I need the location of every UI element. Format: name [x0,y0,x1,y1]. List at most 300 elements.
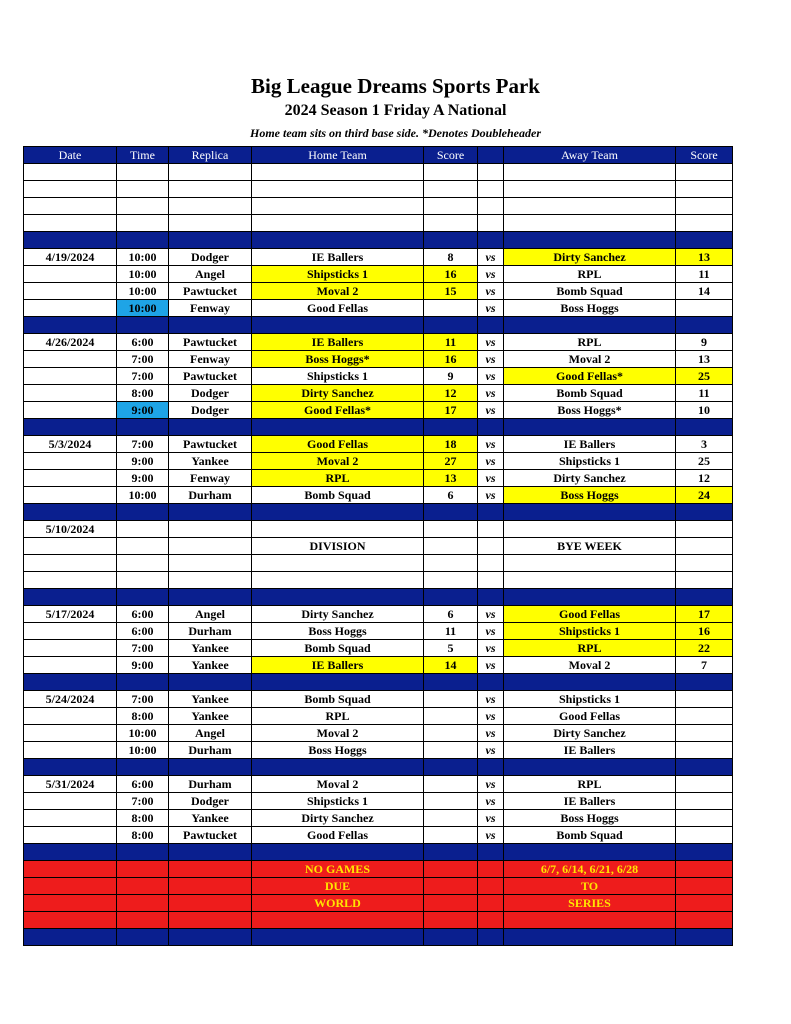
week-separator-row [24,844,733,861]
away-score-cell [676,725,733,742]
time-cell [117,538,169,555]
game-row [24,810,733,827]
separator-cell [169,504,252,521]
replica-cell: Fenway [169,470,252,487]
separator-cell [478,317,504,334]
schedule-body [24,164,733,946]
column-header-away-score: Score [676,147,733,164]
vs-cell: vs [478,606,504,623]
empty-cell [24,198,117,215]
empty-cell [117,215,169,232]
home-score-cell [424,300,478,317]
time-cell: 9:00 [117,470,169,487]
away-team-cell: RPL [504,334,676,351]
column-header-date: Date [24,147,117,164]
column-header-replica: Replica [169,147,252,164]
separator-cell [24,929,117,946]
time-cell: 7:00 [117,351,169,368]
empty-cell [424,895,478,912]
home-score-cell: 5 [424,640,478,657]
home-team-cell: Moval 2 [252,453,424,470]
vs-cell: vs [478,385,504,402]
away-score-cell [676,742,733,759]
time-cell: 9:00 [117,402,169,419]
game-row [24,283,733,300]
home-team-cell: Boss Hoggs* [252,351,424,368]
home-team-cell: Boss Hoggs [252,742,424,759]
date-cell: 4/19/2024 [24,249,117,266]
separator-cell [252,317,424,334]
game-row [24,640,733,657]
empty-cell [24,895,117,912]
game-row [24,606,733,623]
game-row [24,521,733,538]
vs-cell: vs [478,249,504,266]
empty-cell [478,198,504,215]
replica-cell: Durham [169,623,252,640]
empty-cell [504,198,676,215]
away-score-cell [676,827,733,844]
date-cell [24,623,117,640]
empty-cell [478,895,504,912]
separator-cell [424,504,478,521]
home-score-cell [424,827,478,844]
home-score-cell: 9 [424,368,478,385]
blank-row [24,215,733,232]
empty-cell [504,555,676,572]
away-team-cell: Bomb Squad [504,385,676,402]
away-team-cell: Boss Hoggs* [504,402,676,419]
home-score-cell: 13 [424,470,478,487]
time-cell: 8:00 [117,385,169,402]
home-team-cell: Shipsticks 1 [252,793,424,810]
separator-cell [169,419,252,436]
date-cell [24,640,117,657]
game-row [24,487,733,504]
time-cell: 9:00 [117,453,169,470]
away-score-cell: 3 [676,436,733,453]
separator-cell [504,232,676,249]
away-score-cell [676,776,733,793]
replica-cell: Fenway [169,351,252,368]
empty-cell [676,164,733,181]
away-score-cell [676,538,733,555]
notice-home-cell: DUE [252,878,424,895]
away-score-cell: 7 [676,657,733,674]
replica-cell: Pawtucket [169,334,252,351]
away-score-cell: 11 [676,266,733,283]
vs-cell: vs [478,266,504,283]
separator-cell [676,844,733,861]
time-cell: 7:00 [117,436,169,453]
away-score-cell: 17 [676,606,733,623]
notice-away-cell [504,912,676,929]
empty-cell [24,164,117,181]
away-team-cell: Shipsticks 1 [504,691,676,708]
empty-cell [169,164,252,181]
empty-cell [676,912,733,929]
empty-cell [169,878,252,895]
empty-cell [676,895,733,912]
away-score-cell: 13 [676,351,733,368]
game-row [24,470,733,487]
empty-cell [676,215,733,232]
separator-cell [424,419,478,436]
replica-cell: Yankee [169,810,252,827]
home-team-cell: Good Fellas [252,300,424,317]
replica-cell: Dodger [169,385,252,402]
date-cell: 5/17/2024 [24,606,117,623]
replica-cell: Fenway [169,300,252,317]
time-cell: 6:00 [117,623,169,640]
away-score-cell [676,793,733,810]
game-row [24,249,733,266]
separator-cell [117,759,169,776]
date-cell [24,266,117,283]
away-team-cell: Good Fellas [504,606,676,623]
separator-cell [117,232,169,249]
empty-cell [504,215,676,232]
empty-cell [169,895,252,912]
home-team-cell: Boss Hoggs [252,623,424,640]
separator-cell [169,232,252,249]
separator-cell [252,844,424,861]
home-team-cell: Dirty Sanchez [252,606,424,623]
away-team-cell: Boss Hoggs [504,487,676,504]
separator-cell [504,317,676,334]
empty-cell [676,198,733,215]
time-cell: 10:00 [117,249,169,266]
separator-cell [424,844,478,861]
away-team-cell: Moval 2 [504,657,676,674]
vs-cell: vs [478,453,504,470]
empty-cell [424,215,478,232]
home-team-cell: Moval 2 [252,725,424,742]
separator-cell [478,232,504,249]
empty-cell [676,181,733,198]
separator-cell [504,844,676,861]
home-team-cell: Moval 2 [252,776,424,793]
home-score-cell [424,793,478,810]
page-title: Big League Dreams Sports Park [251,74,540,98]
vs-cell: vs [478,623,504,640]
vs-cell [478,538,504,555]
home-score-cell: 6 [424,606,478,623]
home-team-cell: Bomb Squad [252,640,424,657]
separator-cell [252,759,424,776]
empty-cell [478,181,504,198]
vs-cell: vs [478,436,504,453]
separator-cell [478,419,504,436]
game-row [24,300,733,317]
separator-cell [424,589,478,606]
home-score-cell [424,810,478,827]
separator-cell [117,317,169,334]
week-separator-row [24,504,733,521]
date-cell [24,300,117,317]
replica-cell: Durham [169,487,252,504]
time-cell: 6:00 [117,334,169,351]
empty-cell [252,198,424,215]
home-score-cell: 17 [424,402,478,419]
no-games-row [24,861,733,878]
empty-cell [169,555,252,572]
replica-cell: Yankee [169,708,252,725]
empty-cell [424,198,478,215]
separator-cell [24,674,117,691]
separator-cell [252,232,424,249]
separator-cell [169,317,252,334]
week-separator-row [24,674,733,691]
home-team-cell: Good Fellas [252,827,424,844]
no-games-row [24,912,733,929]
away-team-cell: RPL [504,776,676,793]
week-separator-row [24,589,733,606]
game-row [24,623,733,640]
separator-cell [252,929,424,946]
replica-cell: Pawtucket [169,827,252,844]
home-score-cell [424,521,478,538]
separator-cell [478,589,504,606]
date-cell [24,283,117,300]
empty-cell [504,164,676,181]
separator-cell [676,504,733,521]
empty-cell [478,215,504,232]
home-team-cell: DIVISION [252,538,424,555]
separator-cell [424,674,478,691]
empty-cell [117,164,169,181]
empty-cell [24,215,117,232]
empty-cell [252,181,424,198]
separator-cell [117,929,169,946]
vs-cell: vs [478,470,504,487]
replica-cell: Yankee [169,691,252,708]
notice-home-cell: WORLD [252,895,424,912]
separator-cell [676,232,733,249]
empty-cell [117,555,169,572]
away-score-cell [676,691,733,708]
column-header-home-score: Score [424,147,478,164]
time-cell: 8:00 [117,827,169,844]
date-cell: 5/24/2024 [24,691,117,708]
away-score-cell: 24 [676,487,733,504]
home-team-cell: RPL [252,470,424,487]
blank-row [24,181,733,198]
separator-cell [504,589,676,606]
separator-cell [424,929,478,946]
game-row [24,657,733,674]
empty-cell [504,181,676,198]
date-cell [24,793,117,810]
empty-cell [478,164,504,181]
empty-cell [424,572,478,589]
empty-cell [24,912,117,929]
time-cell: 10:00 [117,283,169,300]
replica-cell [169,538,252,555]
home-team-cell: Bomb Squad [252,691,424,708]
vs-cell: vs [478,776,504,793]
home-team-cell: Bomb Squad [252,487,424,504]
empty-cell [117,895,169,912]
away-score-cell: 9 [676,334,733,351]
empty-cell [424,861,478,878]
home-score-cell [424,742,478,759]
away-score-cell [676,300,733,317]
away-team-cell: IE Ballers [504,742,676,759]
empty-cell [478,861,504,878]
week-separator-row [24,317,733,334]
empty-cell [24,861,117,878]
separator-cell [117,504,169,521]
date-cell: 5/10/2024 [24,521,117,538]
vs-cell: vs [478,283,504,300]
replica-cell: Yankee [169,640,252,657]
home-team-cell: Shipsticks 1 [252,266,424,283]
empty-cell [169,912,252,929]
time-cell: 6:00 [117,776,169,793]
empty-cell [676,555,733,572]
vs-cell: vs [478,334,504,351]
time-cell: 7:00 [117,640,169,657]
empty-cell [478,912,504,929]
column-header-away-team: Away Team [504,147,676,164]
vs-cell: vs [478,793,504,810]
date-cell: 5/3/2024 [24,436,117,453]
date-cell [24,453,117,470]
home-team-cell: Good Fellas* [252,402,424,419]
empty-cell [478,572,504,589]
date-cell [24,351,117,368]
replica-cell: Angel [169,266,252,283]
separator-cell [252,419,424,436]
separator-cell [169,929,252,946]
date-cell: 4/26/2024 [24,334,117,351]
separator-cell [252,589,424,606]
date-cell [24,708,117,725]
home-team-cell: Good Fellas [252,436,424,453]
empty-cell [252,215,424,232]
empty-cell [676,861,733,878]
date-cell: 5/31/2024 [24,776,117,793]
replica-cell: Yankee [169,453,252,470]
away-team-cell: Boss Hoggs [504,300,676,317]
vs-cell: vs [478,402,504,419]
time-cell: 10:00 [117,487,169,504]
away-team-cell: Bomb Squad [504,283,676,300]
away-score-cell: 11 [676,385,733,402]
away-score-cell: 13 [676,249,733,266]
away-score-cell [676,521,733,538]
empty-cell [478,878,504,895]
empty-cell [424,181,478,198]
home-score-cell [424,725,478,742]
empty-cell [676,878,733,895]
away-score-cell: 12 [676,470,733,487]
schedule-note: Home team sits on third base side. *Denotes Doubleheader [250,126,541,140]
separator-cell [478,759,504,776]
time-cell: 7:00 [117,793,169,810]
away-team-cell: Dirty Sanchez [504,249,676,266]
replica-cell: Pawtucket [169,368,252,385]
vs-cell: vs [478,368,504,385]
home-score-cell [424,776,478,793]
notice-home-cell [252,912,424,929]
home-score-cell [424,538,478,555]
time-cell: 7:00 [117,368,169,385]
replica-cell: Dodger [169,793,252,810]
separator-cell [24,232,117,249]
away-team-cell: Good Fellas* [504,368,676,385]
away-team-cell: Good Fellas [504,708,676,725]
separator-cell [117,674,169,691]
blank-row [24,164,733,181]
replica-cell: Angel [169,606,252,623]
date-cell [24,725,117,742]
away-team-cell: IE Ballers [504,793,676,810]
separator-cell [504,504,676,521]
notice-away-cell: TO [504,878,676,895]
replica-cell: Pawtucket [169,436,252,453]
separator-cell [424,759,478,776]
blank-row [24,572,733,589]
separator-cell [117,419,169,436]
game-row [24,266,733,283]
empty-cell [169,198,252,215]
empty-cell [117,572,169,589]
separator-cell [117,844,169,861]
empty-cell [504,572,676,589]
separator-cell [24,419,117,436]
time-cell: 6:00 [117,606,169,623]
away-score-cell: 16 [676,623,733,640]
home-score-cell: 12 [424,385,478,402]
week-separator-row [24,929,733,946]
empty-cell [117,181,169,198]
away-score-cell: 14 [676,283,733,300]
vs-cell: vs [478,640,504,657]
time-cell: 8:00 [117,810,169,827]
empty-cell [24,572,117,589]
game-row [24,402,733,419]
separator-cell [478,674,504,691]
separator-cell [169,844,252,861]
home-score-cell: 16 [424,266,478,283]
away-score-cell [676,708,733,725]
separator-cell [24,844,117,861]
away-team-cell: Shipsticks 1 [504,453,676,470]
time-cell: 8:00 [117,708,169,725]
away-score-cell [676,810,733,827]
empty-cell [24,878,117,895]
home-score-cell: 27 [424,453,478,470]
empty-cell [424,164,478,181]
empty-cell [117,198,169,215]
empty-cell [169,572,252,589]
separator-cell [24,589,117,606]
empty-cell [117,878,169,895]
game-row [24,368,733,385]
separator-cell [117,589,169,606]
time-cell: 7:00 [117,691,169,708]
time-cell: 10:00 [117,742,169,759]
separator-cell [676,317,733,334]
header-row [24,147,733,164]
game-row [24,334,733,351]
date-cell [24,487,117,504]
week-separator-row [24,419,733,436]
separator-cell [424,232,478,249]
column-header-home-team: Home Team [252,147,424,164]
